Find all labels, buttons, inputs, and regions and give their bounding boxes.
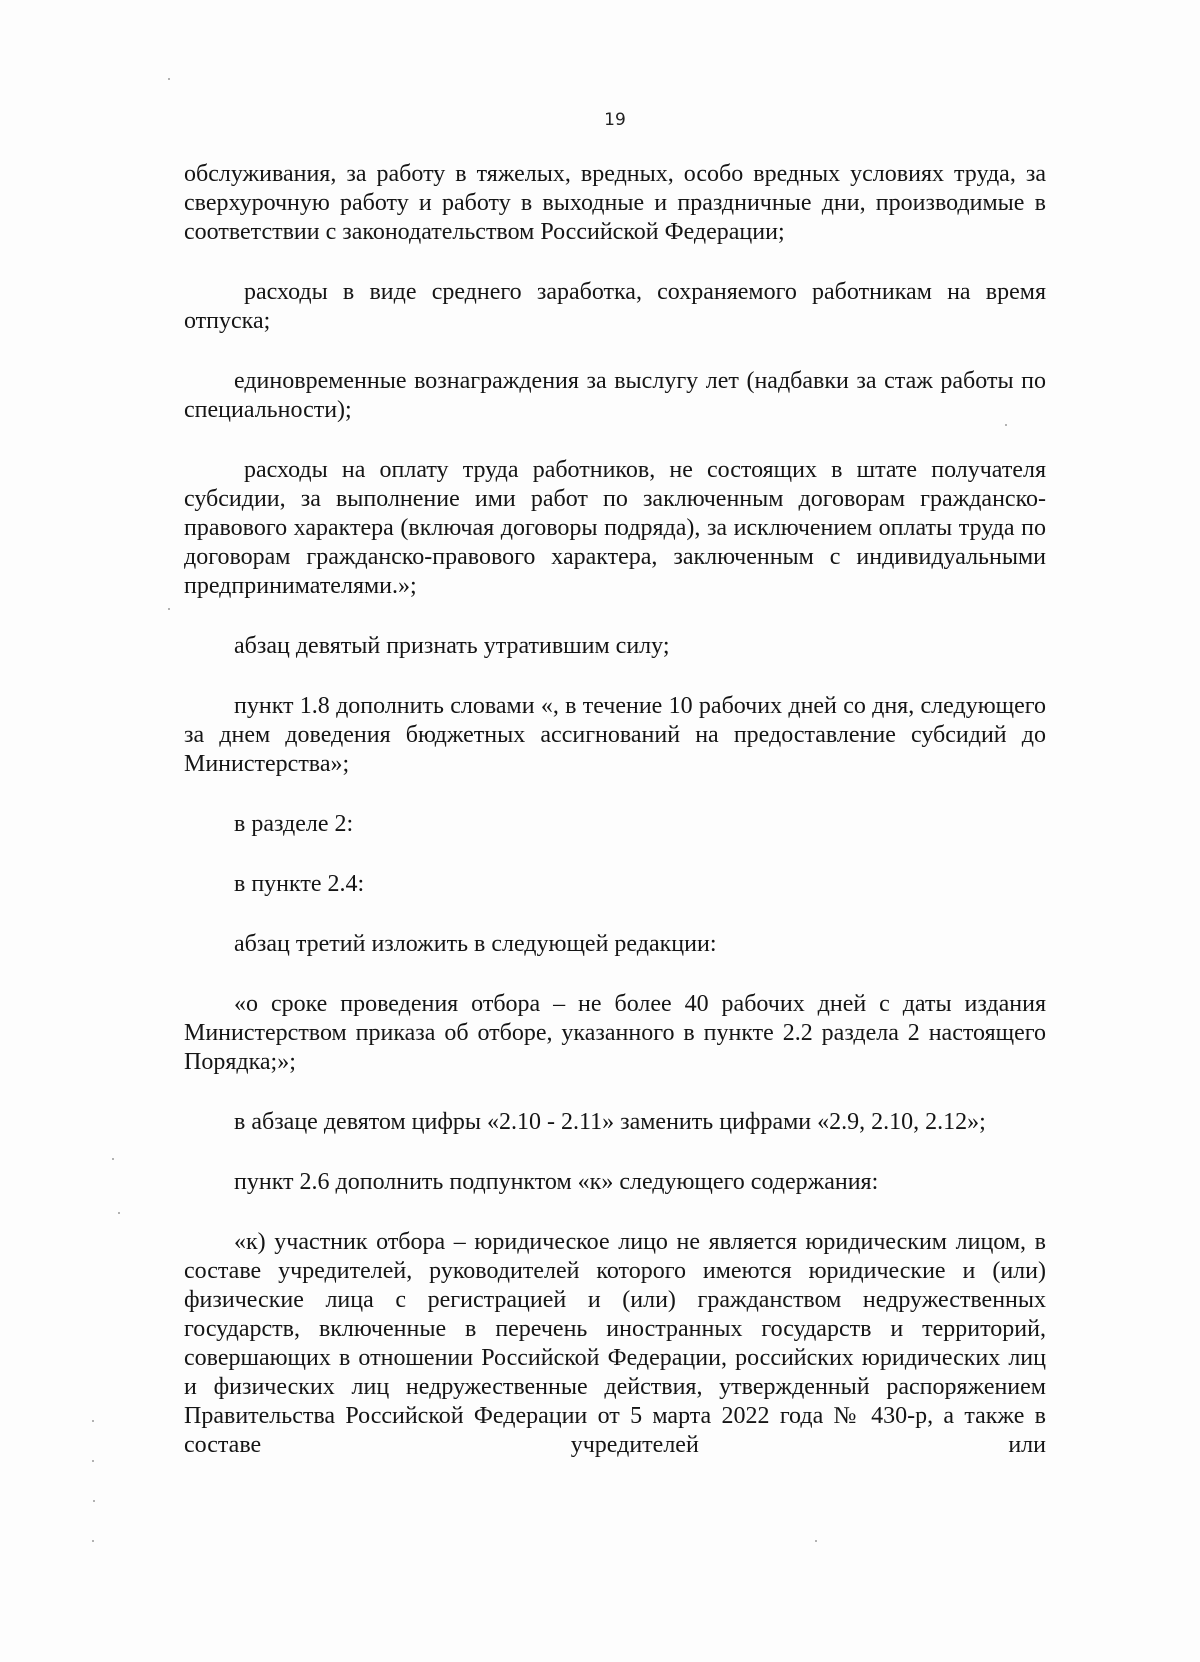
paragraph: абзац третий изложить в следующей редакции: [234, 931, 717, 957]
paragraph: в разделе 2: [234, 811, 354, 837]
paragraph: пункт 2.6 дополнить подпунктом «к» следующего содержания: [234, 1169, 879, 1195]
scan-speck [92, 1420, 94, 1422]
scan-speck [112, 1158, 114, 1160]
scan-speck [118, 1212, 120, 1214]
paragraph: в абзаце девятом цифры «2.10 - 2.11» заменить цифрами «2.9, 2.10, 2.12»; [234, 1109, 986, 1135]
paragraph: единовременные вознаграждения за выслугу лет (надбавки за стаж работы по специальности); [184, 368, 1046, 423]
document-body [184, 160, 1046, 1491]
paragraph: «к) участник отбора – юридическое лицо не является юридическим лицом, в составе учредителей, руководителей которого имеются юридические и (или) физические лица с регистрацией и (или) гражданством недружественных государств, включенные в перечень иностранных государств и территорий, совершающих в отношении Российской Федерации, российских юридических лиц и физических лиц недружественные действия, утвержденный распоряжением Правительства Российской Федерации от 5 марта 2022 года № 430-р, а также в составе учредителей или [184, 1229, 1046, 1458]
scan-speck [168, 78, 170, 80]
scan-speck [168, 608, 170, 610]
scan-speck [92, 1460, 94, 1462]
paragraph: абзац девятый признать утратившим силу; [234, 633, 670, 659]
paragraph: обслуживания, за работу в тяжелых, вредных, особо вредных условиях труда, за сверхурочную работу и работу в выходные и праздничные дни, производимые в соответствии с законодательством Российской Федерации; [184, 161, 1046, 245]
paragraph: в пункте 2.4: [234, 871, 365, 897]
scan-speck [92, 1540, 94, 1542]
paragraph: пункт 1.8 дополнить словами «, в течение 10 рабочих дней со дня, следующего за днем доведения бюджетных ассигнований на предоставление субсидий до Министерства»; [184, 693, 1046, 777]
paragraph: расходы в виде среднего заработка, сохраняемого работникам на время отпуска; [184, 279, 1046, 334]
paragraph: расходы на оплату труда работников, не состоящих в штате получателя субсидии, за выполнение ими работ по заключенным договорам гражданско-правового характера (включая договоры подряда), за исключением оплаты труда по договорам гражданско-правового характера, заключенным с индивидуальными предпринимателями.»; [184, 457, 1046, 599]
scan-speck [815, 1540, 817, 1542]
scan-speck [1005, 424, 1007, 426]
page-number: 19 [604, 110, 626, 130]
paragraph: «о сроке проведения отбора – не более 40 рабочих дней с даты издания Министерством приказа об отборе, указанного в пункте 2.2 раздела 2 настоящего Порядка;»; [184, 991, 1046, 1075]
scan-speck [93, 1500, 95, 1502]
